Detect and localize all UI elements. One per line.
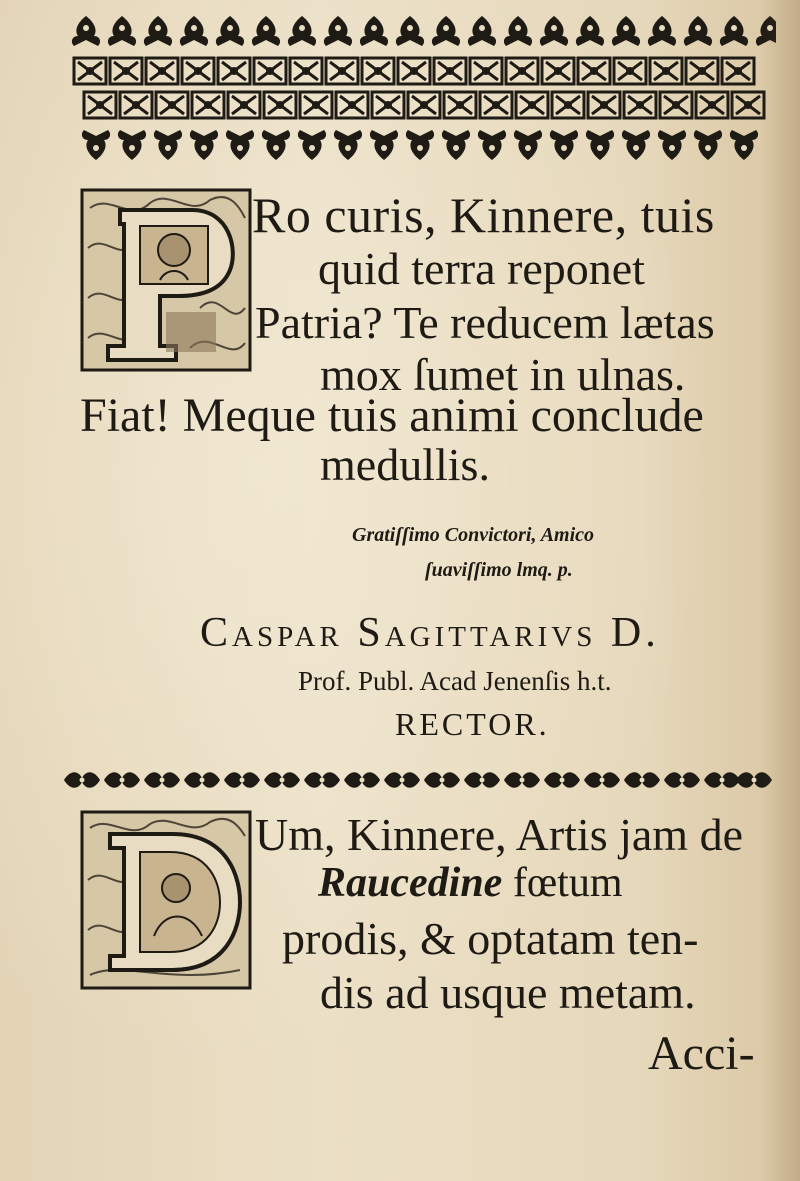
author-office: RECTOR. bbox=[395, 706, 550, 742]
illuminated-initial-p-icon bbox=[80, 188, 252, 372]
ornamental-divider bbox=[62, 768, 774, 792]
catchword: Acci- bbox=[648, 1027, 755, 1080]
dropcap-p bbox=[80, 188, 252, 372]
author-title: Prof. Publ. Acad Jenenſis h.t. bbox=[298, 666, 612, 696]
poem2-line-4: dis ad usque metam. bbox=[320, 967, 696, 1018]
poem2-line-2-italic: Raucedine bbox=[318, 860, 503, 906]
illuminated-initial-d-icon bbox=[80, 810, 252, 990]
ornamental-header-band bbox=[68, 14, 776, 162]
poem1-line-2: quid terra reponet bbox=[318, 243, 645, 294]
poem2-line-2 bbox=[318, 862, 622, 904]
poem1-line-1: Ro curis, Kinnere, tuis bbox=[252, 187, 715, 243]
fleuron-pattern-icon bbox=[68, 14, 776, 162]
dedication-line-1: Gratiſſimo Convictori, Amico bbox=[352, 524, 595, 546]
poem2-line-1: Um, Kinnere, Artis jam de bbox=[255, 809, 744, 860]
fleuron-divider-icon bbox=[62, 768, 774, 792]
poem1-line-3: Patria? Te reducem lætas bbox=[255, 297, 715, 348]
poem2-line-3: prodis, & optatam ten- bbox=[282, 913, 699, 964]
author-name: Caspar Sagittarivs D. bbox=[200, 610, 660, 656]
dropcap-d bbox=[80, 810, 252, 990]
poem1-line-4: mox ſumet in ulnas. bbox=[320, 349, 686, 400]
poem1-line-6: medullis. bbox=[320, 439, 490, 490]
poem2-line-2-rest: fœtum bbox=[502, 860, 623, 906]
dedication-line-2: ſuaviſſimo lmq. p. bbox=[425, 559, 573, 581]
poem1-line-5: Fiat! Meque tuis animi conclude bbox=[80, 389, 704, 442]
